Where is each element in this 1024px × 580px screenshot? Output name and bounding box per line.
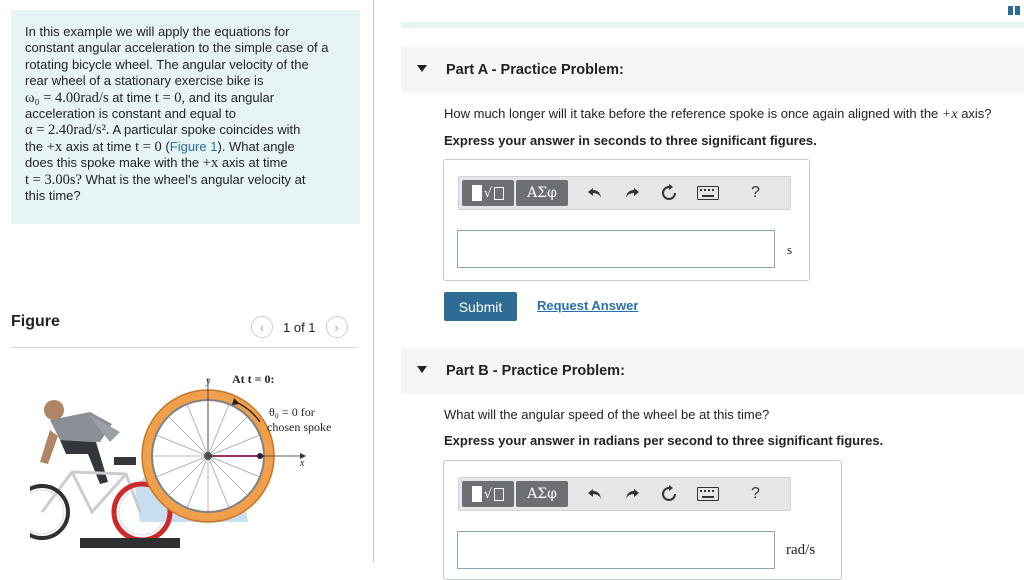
- keyboard-icon: [697, 487, 719, 501]
- math-toolbar: [458, 176, 791, 210]
- submit-button[interactable]: Submit: [444, 292, 517, 321]
- intro-line: [25, 90, 346, 106]
- x-axis-math: +x: [46, 138, 63, 155]
- template-box-icon: [494, 187, 504, 200]
- intro-text: ). What angle: [217, 138, 295, 154]
- intro-text: and its angular: [185, 89, 275, 105]
- prev-figure-button[interactable]: [251, 316, 273, 338]
- intro-line: [25, 139, 346, 155]
- chevron-left-icon: ‹: [259, 319, 265, 335]
- redo-icon: [624, 487, 640, 501]
- next-figure-button[interactable]: [326, 316, 348, 338]
- bicycle-wheel-figure: [30, 362, 350, 560]
- radical-icon: √: [483, 185, 493, 201]
- part-b-answer-input[interactable]: [457, 531, 775, 569]
- help-button[interactable]: ?: [751, 184, 760, 201]
- top-banner: [401, 22, 1024, 28]
- keyboard-icon: [697, 186, 719, 200]
- x-axis-label: x: [300, 458, 305, 469]
- templates-button[interactable]: [462, 180, 514, 206]
- intro-text: What is the wheel's angular velocity at: [81, 171, 306, 187]
- figure-link[interactable]: Figure 1: [169, 138, 218, 154]
- figure-divider: [11, 347, 358, 348]
- book-icon[interactable]: [1008, 6, 1020, 15]
- part-a-title: Part A - Practice Problem:: [446, 62, 624, 78]
- redo-button[interactable]: [624, 481, 640, 507]
- keyboard-button[interactable]: [697, 180, 719, 206]
- intro-line: In this example we will apply the equations for: [25, 24, 290, 39]
- alpha-value: α = 2.40rad/s².: [25, 122, 110, 139]
- intro-text: the: [25, 138, 47, 154]
- part-b-unit: rad/s: [786, 542, 816, 558]
- reset-icon: [660, 485, 678, 503]
- part-b-title: Part B - Practice Problem:: [446, 363, 625, 379]
- intro-line: this time?: [25, 188, 81, 204]
- time-zero: t = 0: [135, 138, 162, 155]
- reset-icon: [660, 184, 678, 202]
- chevron-right-icon: ›: [334, 319, 339, 335]
- collapse-caret-icon[interactable]: [417, 366, 427, 373]
- intro-text: axis at time: [218, 155, 288, 171]
- intro-line: [25, 172, 346, 188]
- part-a-answer-input[interactable]: [457, 230, 775, 268]
- undo-icon: [587, 186, 603, 200]
- column-divider: [373, 0, 374, 562]
- template-block-icon: [472, 185, 482, 201]
- intro-line: constant angular acceleration to the simple case of a: [25, 40, 329, 56]
- symbols-button[interactable]: ΑΣφ: [516, 180, 568, 206]
- intro-text: at time: [108, 89, 155, 105]
- at-time-label: At t = 0:: [232, 372, 275, 386]
- question-text: How much longer will it take before the reference spoke is once again aligned with the: [444, 106, 942, 121]
- request-answer-link[interactable]: Request Answer: [537, 298, 639, 313]
- intro-text: does this spoke make with the: [25, 155, 203, 171]
- collapse-caret-icon[interactable]: [417, 65, 427, 72]
- theta-label: θ₀ = 0 for: [269, 405, 315, 419]
- figure-pager: [251, 316, 348, 338]
- redo-button[interactable]: [624, 180, 640, 206]
- template-block-icon: [472, 486, 482, 502]
- part-a-header[interactable]: [401, 47, 1024, 93]
- wheel-diagram: [142, 378, 306, 522]
- intro-line: [25, 122, 346, 138]
- undo-icon: [587, 487, 603, 501]
- part-b-instruction: Express your answer in radians per second to three significant figures.: [444, 433, 884, 448]
- time-value: t = 3.00s?: [25, 171, 82, 188]
- problem-statement: [11, 10, 360, 224]
- template-box-icon: [494, 488, 504, 501]
- undo-button[interactable]: [587, 180, 603, 206]
- figure-count: 1 of 1: [283, 319, 316, 335]
- part-a-answer-box: [443, 159, 810, 281]
- reset-button[interactable]: [660, 180, 678, 206]
- intro-line: acceleration is constant and equal to: [25, 106, 237, 122]
- y-axis-label: y: [206, 376, 211, 387]
- part-a-unit: s: [787, 242, 793, 257]
- figure-heading: Figure: [11, 313, 60, 330]
- intro-line: [25, 155, 346, 171]
- intro-line: rotating bicycle wheel. The angular velocity of the: [25, 56, 309, 72]
- math-toolbar: [458, 477, 791, 511]
- part-a-question: [444, 106, 992, 123]
- spoke-label: chosen spoke: [267, 420, 332, 434]
- part-a-instruction: Express your answer in seconds to three significant figures.: [444, 133, 817, 148]
- omega-value: ω₀ = 4.00rad/s: [25, 89, 109, 106]
- part-b-answer-box: [443, 460, 842, 580]
- templates-button[interactable]: [462, 481, 514, 507]
- intro-text: A particular spoke coincides with: [109, 122, 301, 138]
- intro-line: rear wheel of a stationary exercise bike is: [25, 73, 264, 89]
- radical-icon: √: [483, 486, 493, 502]
- intro-text: (: [161, 138, 170, 154]
- reset-button[interactable]: [660, 481, 678, 507]
- intro-text: axis at time: [62, 138, 136, 154]
- keyboard-button[interactable]: [697, 481, 719, 507]
- symbols-button[interactable]: ΑΣφ: [516, 481, 568, 507]
- help-button[interactable]: ?: [751, 485, 760, 502]
- question-text: axis?: [957, 106, 992, 121]
- part-b-question: What will the angular speed of the wheel be at this time?: [444, 407, 770, 422]
- x-axis-math: +x: [941, 107, 958, 122]
- undo-button[interactable]: [587, 481, 603, 507]
- redo-icon: [624, 186, 640, 200]
- x-axis-math: +x: [202, 155, 219, 172]
- time-zero: t = 0,: [154, 89, 186, 106]
- part-b-header[interactable]: [401, 348, 1024, 394]
